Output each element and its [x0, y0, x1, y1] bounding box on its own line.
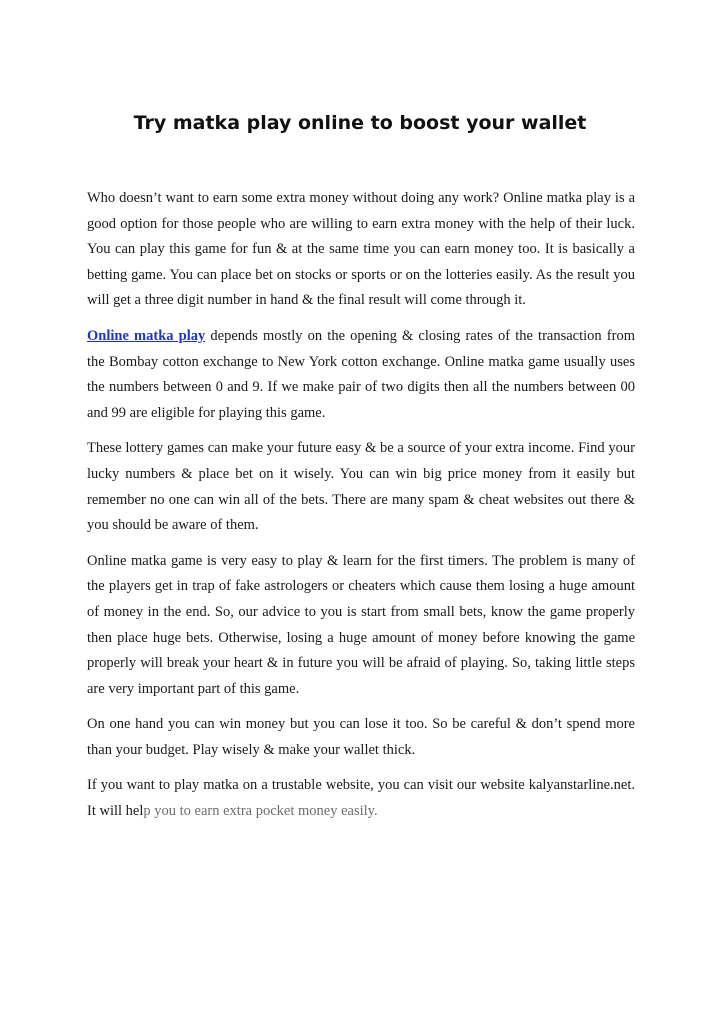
- paragraph-website-text: If you want to play matka on a trustable website, you can visit our website kalyanstarline.net. It will hel: [87, 777, 635, 820]
- paragraph-first-timers: Online matka game is very easy to play & learn for the first timers. The problem is many of the players get in trap of fake astrologers or cheaters which cause them losing a huge amount of money in the end. So, our advice to you is start from small bets, know the game properly then place huge bets. Otherwise, losing a huge amount of money before knowing the game properly will break your heart & in future you will be afraid of playing. So, taking little steps are very important part of this game.: [87, 552, 635, 697]
- document-body: [87, 186, 635, 835]
- paragraph-intro: Who doesn’t want to earn some extra money without doing any work? Online matka play is a good option for those people who are willing to earn extra money with the help of their luck. You can play this game for fun & at the same time you can earn money too. It is basically a betting game. You can place bet on stocks or sports or on the lotteries easily. As the result you will get a three digit number in hand & the final result will come through it.: [87, 190, 635, 309]
- paragraph-website: [87, 773, 635, 824]
- paragraph-budget: On one hand you can win money but you can lose it too. So be careful & don’t spend more than your budget. Play wisely & make your wallet thick.: [87, 716, 635, 758]
- paragraph-online-matka: [87, 324, 635, 426]
- document-title: Try matka play online to boost your wallet: [133, 112, 587, 134]
- paragraph-website-faded-text: p you to earn extra pocket money easily.: [143, 803, 378, 820]
- paragraph-lottery: These lottery games can make your future easy & be a source of your extra income. Find your lucky numbers & place bet on it wisely. You can win big price money from it easily but remember no one can win all of the bets. There are many spam & cheat websites out there & you should be aware of them.: [87, 440, 635, 534]
- paragraph-online-matka-text: depends mostly on the opening & closing rates of the transaction from the Bombay cotton exchange to New York cotton exchange. Online matka game usually uses the numbers between 0 and 9. If we make pair of two digits then all the numbers between 00 and 99 are eligible for playing this game.: [87, 327, 635, 421]
- online-matka-play-link[interactable]: Online matka play: [87, 327, 206, 344]
